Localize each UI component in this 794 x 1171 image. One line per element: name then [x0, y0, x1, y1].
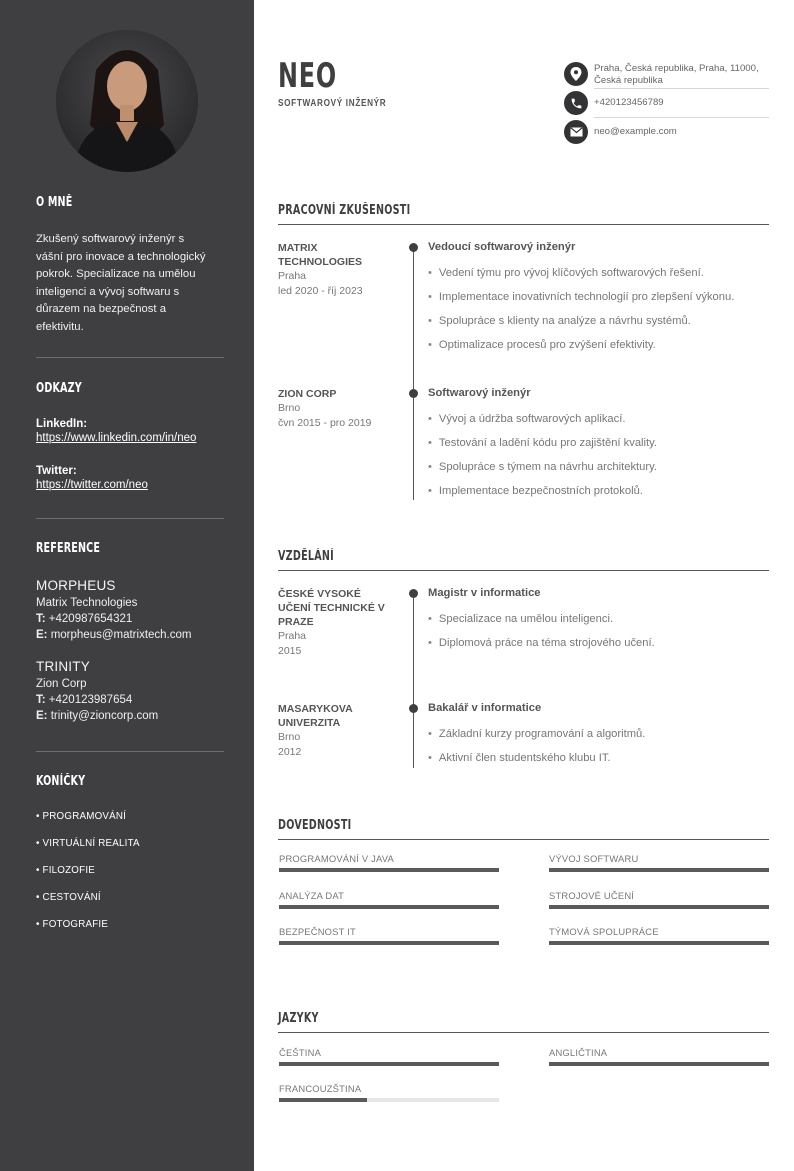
references-section [36, 541, 224, 556]
reference-item [36, 659, 224, 724]
sidebar-divider [36, 518, 224, 519]
experience-org [278, 241, 396, 299]
list-item: • Spolupráce s klienty na analýze a návrhu systémů. [428, 309, 768, 333]
job-bullets [428, 407, 768, 503]
skill-item [549, 853, 769, 872]
skill-level-fill [279, 1098, 367, 1102]
contact-divider [594, 117, 769, 118]
experience-heading [278, 201, 769, 225]
skill-label: TÝMOVÁ SPOLUPRÁCE [549, 926, 659, 937]
skill-level-bar [279, 941, 499, 945]
skill-level-fill [549, 941, 769, 945]
about-line: efektivitu. [36, 320, 84, 333]
timeline-dot [409, 704, 418, 713]
hobbies-heading: KONÍČKY [36, 774, 86, 789]
email-icon [564, 120, 588, 144]
experience-heading-text: PRACOVNÍ ZKUŠENOSTI [278, 203, 411, 218]
hobby-item: • FOTOGRAFIE [36, 919, 109, 930]
about-section [36, 195, 224, 210]
reference-phone [36, 611, 224, 627]
linkedin-label: LinkedIn: [36, 418, 88, 430]
twitter-link[interactable]: https://twitter.com/neo [36, 479, 148, 491]
education-timeline [413, 593, 414, 768]
profile-photo [56, 30, 198, 172]
phone-icon [564, 91, 588, 115]
list-item: • Testování a ladění kódu pro zajištění kvality. [428, 431, 768, 455]
avatar [56, 30, 198, 172]
education-org [278, 587, 396, 659]
hobby-item: • FILOZOFIE [36, 865, 95, 876]
address-line: Česká republika [594, 75, 663, 86]
contact-divider [594, 88, 769, 89]
job-role: Vedoucí softwarový inženýr [428, 241, 576, 253]
org-line: TECHNOLOGIES [278, 256, 363, 268]
org-line: ZION CORP [278, 388, 337, 400]
contact-phone [564, 91, 769, 115]
sidebar-divider [36, 751, 224, 752]
education-heading-text: VZDĚLÁNÍ [278, 549, 334, 564]
skill-item [549, 926, 769, 945]
reference-company: Matrix Technologies [36, 597, 138, 609]
experience-timeline [413, 247, 414, 500]
skill-item [549, 890, 769, 909]
skill-level-fill [279, 905, 499, 909]
skill-item [279, 890, 499, 909]
link-twitter [36, 465, 224, 491]
phone-label: T: [36, 613, 46, 625]
language-item [549, 1047, 769, 1066]
list-item: • Implementace bezpečnostních protokolů. [428, 479, 768, 503]
org-line: UČENÍ TECHNICKÉ V [278, 602, 385, 614]
language-item [279, 1083, 499, 1102]
link-linkedin [36, 418, 224, 444]
org-line: MATRIX [278, 242, 318, 254]
org-dates: čvn 2015 - pro 2019 [278, 417, 372, 429]
hobby-item: • PROGRAMOVÁNÍ [36, 811, 127, 822]
org-dates: led 2020 - říj 2023 [278, 285, 363, 297]
timeline-dot [409, 389, 418, 398]
org-city: Praha [278, 270, 307, 282]
links-section [36, 381, 224, 396]
about-line: inteligenci a vývoj softwaru s [36, 285, 180, 298]
reference-phone [36, 692, 224, 708]
degree-bullets [428, 607, 768, 655]
phone-label: T: [36, 694, 46, 706]
skill-label: ANGLIČTINA [549, 1047, 608, 1058]
org-city: Brno [278, 731, 301, 743]
email-label: E: [36, 629, 48, 641]
about-line: Zkušený softwarový inženýr s [36, 233, 185, 245]
twitter-label: Twitter: [36, 465, 77, 477]
skills-heading [278, 816, 769, 840]
languages-heading [278, 1009, 769, 1033]
education-heading [278, 547, 769, 571]
reference-item [36, 578, 224, 643]
about-line: vášní pro inovace a technologický [36, 250, 206, 263]
skill-level-bar [549, 941, 769, 945]
job-role: Softwarový inženýr [428, 387, 531, 399]
list-item: • Základní kurzy programování a algoritmů. [428, 722, 768, 746]
skill-level-bar [279, 868, 499, 872]
timeline-dot [409, 589, 418, 598]
hobbies-list [36, 803, 224, 938]
language-item [279, 1047, 499, 1066]
skill-label: FRANCOUZŠTINA [279, 1083, 362, 1094]
skill-item [279, 853, 499, 872]
location-pin-icon [564, 62, 588, 86]
address-line: Praha, Česká republika, Praha, 11000, [594, 63, 759, 74]
skill-level-bar [279, 1062, 499, 1066]
about-line: důrazem na bezpečnost a [36, 303, 166, 315]
skill-label: ANALÝZA DAT [279, 889, 345, 901]
hobby-item: • CESTOVÁNÍ [36, 892, 101, 903]
skill-level-bar [549, 1062, 769, 1066]
org-city: Praha [278, 630, 307, 642]
list-item: • Implementace inovativních technologií pro zlepšení výkonu. [428, 285, 768, 309]
skill-level-bar [279, 905, 499, 909]
languages-heading-text: JAZYKY [278, 1011, 319, 1026]
address-text [594, 62, 759, 87]
org-line: ČESKÉ VYSOKÉ [278, 588, 361, 600]
skill-label: STROJOVÉ UČENÍ [549, 889, 635, 901]
hobby-item: • VIRTUÁLNÍ REALITA [36, 838, 140, 849]
org-line: MASARYKOVA [278, 703, 353, 715]
email-label: E: [36, 710, 48, 722]
skill-level-fill [549, 1062, 769, 1066]
skill-level-bar [549, 868, 769, 872]
profile-name: NEO [278, 56, 337, 96]
links-heading: ODKAZY [36, 381, 82, 396]
list-item: • Specializace na umělou inteligenci. [428, 607, 768, 631]
skill-label: BEZPEČNOST IT [279, 926, 356, 937]
education-org [278, 702, 396, 760]
phone-value: +420987654321 [48, 613, 133, 625]
skill-level-fill [279, 941, 499, 945]
reference-email [36, 708, 224, 724]
skill-label: VÝVOJ SOFTWARU [549, 853, 639, 864]
reference-email [36, 627, 224, 643]
list-item: • Spolupráce s týmem na návrhu architektury. [428, 455, 768, 479]
about-heading: O MNĚ [36, 195, 73, 210]
list-item: • Diplomová práce na téma strojového učení. [428, 631, 768, 655]
timeline-dot [409, 243, 418, 252]
list-item: • Vývoj a údržba softwarových aplikací. [428, 407, 768, 431]
list-item: • Aktivní člen studentského klubu IT. [428, 746, 768, 770]
reference-name: MORPHEUS [36, 578, 116, 593]
linkedin-link[interactable]: https://www.linkedin.com/in/neo [36, 432, 197, 444]
reference-name: TRINITY [36, 659, 90, 674]
skills-heading-text: DOVEDNOSTI [278, 818, 352, 833]
skill-label: PROGRAMOVÁNÍ V JAVA [279, 853, 394, 864]
degree-title: Bakalář v informatice [428, 702, 542, 714]
org-year: 2015 [278, 645, 302, 657]
skill-label: ČEŠTINA [279, 1047, 322, 1058]
profile-title: SOFTWAROVÝ INŽENÝR [278, 98, 387, 109]
phone-text: +420123456789 [594, 97, 664, 108]
list-item: • Optimalizace procesů pro zvýšení efektivity. [428, 333, 768, 357]
org-year: 2012 [278, 746, 302, 758]
skill-level-fill [279, 868, 499, 872]
email-value: morpheus@matrixtech.com [50, 629, 192, 641]
reference-company: Zion Corp [36, 678, 87, 690]
org-city: Brno [278, 402, 301, 414]
degree-bullets [428, 722, 768, 770]
about-text [36, 231, 224, 336]
skill-level-fill [549, 905, 769, 909]
contact-address [564, 62, 769, 87]
email-value: trinity@zioncorp.com [50, 710, 159, 722]
sidebar-divider [36, 357, 224, 358]
skill-item [279, 926, 499, 945]
job-bullets [428, 261, 768, 357]
hobbies-section [36, 774, 224, 789]
contact-email [564, 120, 769, 144]
org-line: UNIVERZITA [278, 717, 341, 729]
about-line: pokrok. Specializace na umělou [36, 268, 196, 280]
phone-value: +420123987654 [48, 694, 133, 706]
skill-level-fill [549, 868, 769, 872]
list-item: • Vedení týmu pro vývoj klíčových softwarových řešení. [428, 261, 768, 285]
references-heading: REFERENCE [36, 541, 101, 556]
sidebar [0, 0, 254, 1171]
email-text: neo@example.com [594, 126, 677, 137]
experience-org [278, 387, 396, 431]
degree-title: Magistr v informatice [428, 587, 541, 599]
skill-level-bar [279, 1098, 499, 1102]
skill-level-bar [549, 905, 769, 909]
org-line: PRAZE [278, 616, 314, 628]
skill-level-fill [279, 1062, 499, 1066]
